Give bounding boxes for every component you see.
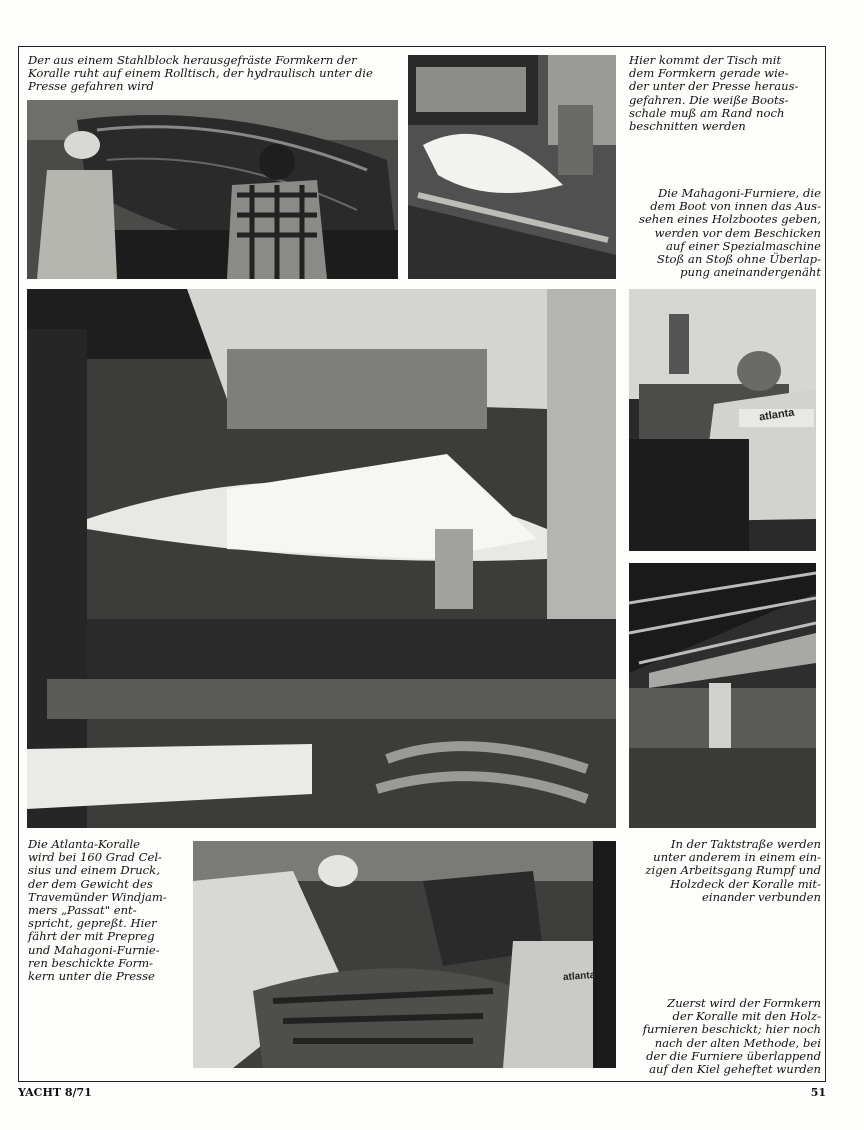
caption-atlanta-koralle-press: Die Atlanta-Koralle wird bei 160 Grad Cel- sius und einem Druck, der dem Gewicht des Travemünder Windjam- mers „Passat" ent- spricht, gepreßt. Hier fährt der mit Prepreg und Mahagoni-Furnie- ren beschickte Form- kern unter die Presse [28, 837, 167, 984]
photo-veneer-loading-workers [193, 841, 616, 1068]
caption-tisch-formkern: Hier kommt der Tisch mit dem Formkern gerade wie- der unter der Presse heraus- gefahren. Die weiße Boots- schale muß am Rand noch beschnitten werden [629, 53, 799, 134]
photo-assembly-line [629, 563, 816, 828]
photo-white-hull-table [408, 55, 616, 279]
photo-veneer-sewing-machine [629, 289, 816, 551]
footer-magazine-issue: YACHT 8/71 [18, 1086, 92, 1099]
caption-formkern-beschickt: Zuerst wird der Formkern der Koralle mit den Holz- furnieren beschickt; hier noch nach der alten Methode, bei der die Furniere überlappend auf den Kiel geheftet wurden [642, 996, 821, 1077]
photo-formkern-workers [27, 100, 398, 279]
photo-hydraulic-press [27, 289, 616, 828]
atlanta-badge-text: atlanta [758, 406, 796, 424]
footer-page-number: 51 [810, 1086, 826, 1099]
caption-taktstrasse: In der Taktstraße werden unter anderem in einem ein- zigen Arbeitsgang Rumpf und Holzdeck der Koralle mit- einander verbunden [645, 837, 821, 904]
atlanta-badge-text-2: atlanta [562, 969, 596, 984]
caption-formkern-rolltisch: Der aus einem Stahlblock herausgefräste Formkern der Koralle ruht auf einem Rolltisch, der hydraulisch unter die Presse gefahren wird [28, 53, 373, 94]
caption-mahagoni-furniere: Die Mahagoni-Furniere, die dem Boot von innen das Aus- sehen eines Holzbootes geben, werden vor dem Beschicken auf einer Spezialmaschine Stoß an Stoß ohne Überlap- pung aneinandergenäht [639, 186, 821, 280]
